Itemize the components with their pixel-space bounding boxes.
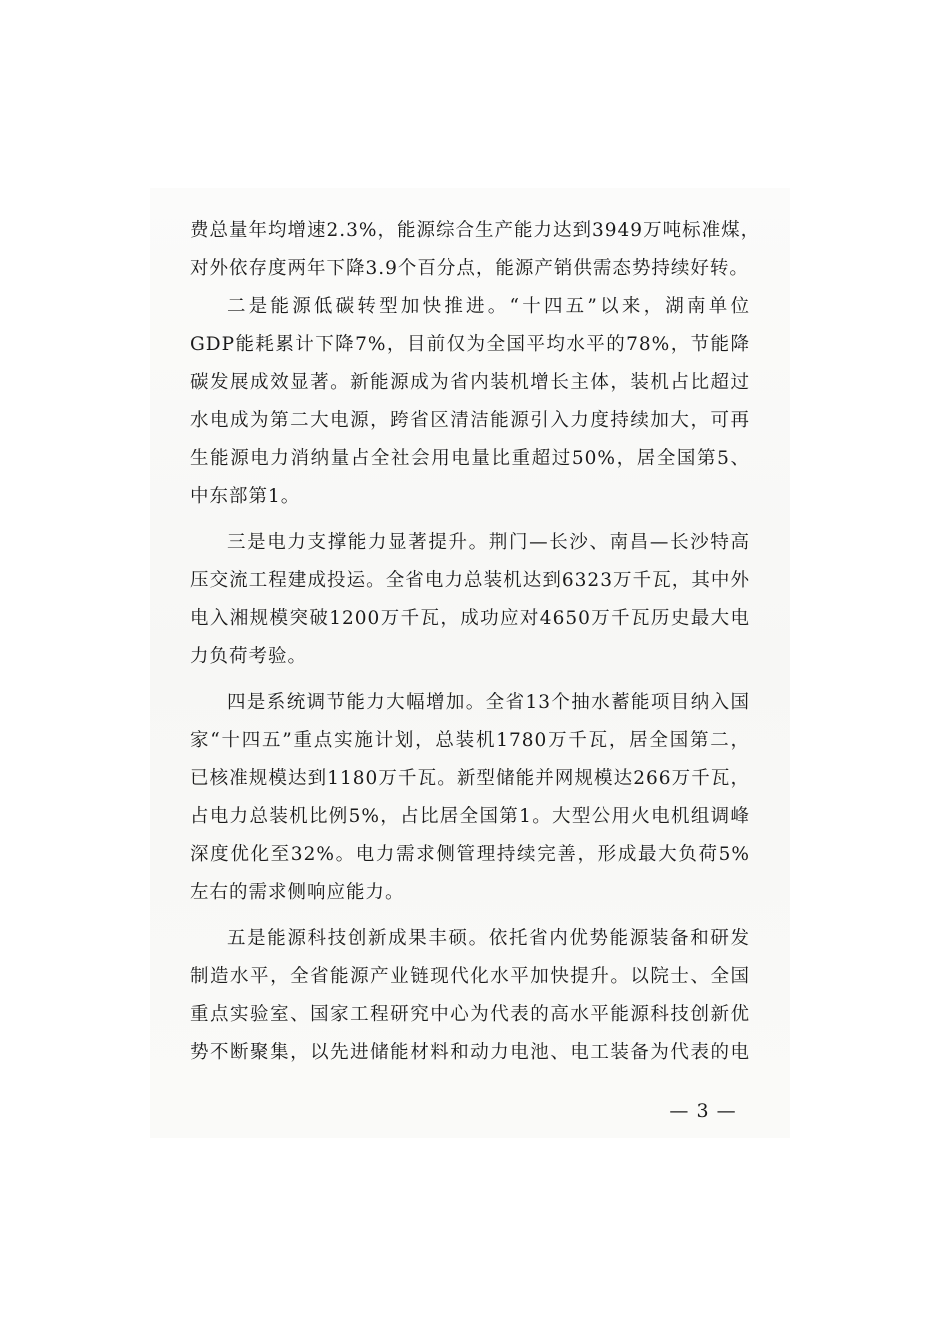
text-line: 电入湘规模突破1200万千瓦，成功应对4650万千瓦历史最大电 [190, 608, 750, 629]
text-line: 四是系统调节能力大幅增加。全省13个抽水蓄能项目纳入国 [227, 692, 750, 713]
text-line: 左右的需求侧响应能力。 [190, 882, 405, 903]
text-line: GDP能耗累计下降7%，目前仅为全国平均水平的78%，节能降 [190, 334, 750, 355]
paragraph-energy-consumption [190, 212, 761, 288]
text-line: 费总量年均增速2.3%，能源综合生产能力达到3949万吨标准煤， [190, 220, 761, 241]
page-number: — 3 — [669, 1100, 737, 1122]
text-line: 制造水平，全省能源产业链现代化水平加快提升。以院士、全国 [190, 966, 750, 987]
text-line: 三是电力支撑能力显著提升。荆门—长沙、南昌—长沙特高 [227, 532, 750, 553]
paragraph-low-carbon [190, 288, 750, 516]
text-line: 水电成为第二大电源，跨省区清洁能源引入力度持续加大，可再 [190, 410, 750, 431]
text-line: 家“十四五”重点实施计划，总装机1780万千瓦，居全国第二， [190, 730, 750, 751]
paragraph-tech-innovation [190, 920, 750, 1072]
paragraph-system-regulation [190, 684, 750, 912]
text-line: 二是能源低碳转型加快推进。“十四五”以来，湖南单位 [227, 296, 750, 317]
text-line: 中东部第1。 [190, 486, 301, 507]
text-line: 深度优化至32%。电力需求侧管理持续完善，形成最大负荷5% [190, 844, 750, 865]
text-line: 重点实验室、国家工程研究中心为代表的高水平能源科技创新优 [190, 1004, 750, 1025]
text-line: 五是能源科技创新成果丰硕。依托省内优势能源装备和研发 [227, 928, 750, 949]
text-line: 压交流工程建成投运。全省电力总装机达到6323万千瓦，其中外 [190, 570, 750, 591]
text-line: 占电力总装机比例5%，占比居全国第1。大型公用火电机组调峰 [190, 806, 750, 827]
text-line: 生能源电力消纳量占全社会用电量比重超过50%，居全国第5、 [190, 448, 750, 469]
text-line: 对外依存度两年下降3.9个百分点，能源产销供需态势持续好转。 [190, 258, 749, 279]
text-line: 力负荷考验。 [190, 646, 308, 667]
text-line: 已核准规模达到1180万千瓦。新型储能并网规模达266万千瓦， [190, 768, 750, 789]
text-line: 势不断聚集，以先进储能材料和动力电池、电工装备为代表的电 [190, 1042, 750, 1063]
paragraph-power-support [190, 524, 750, 676]
text-line: 碳发展成效显著。新能源成为省内装机增长主体，装机占比超过 [190, 372, 750, 393]
document-body [190, 212, 761, 1072]
